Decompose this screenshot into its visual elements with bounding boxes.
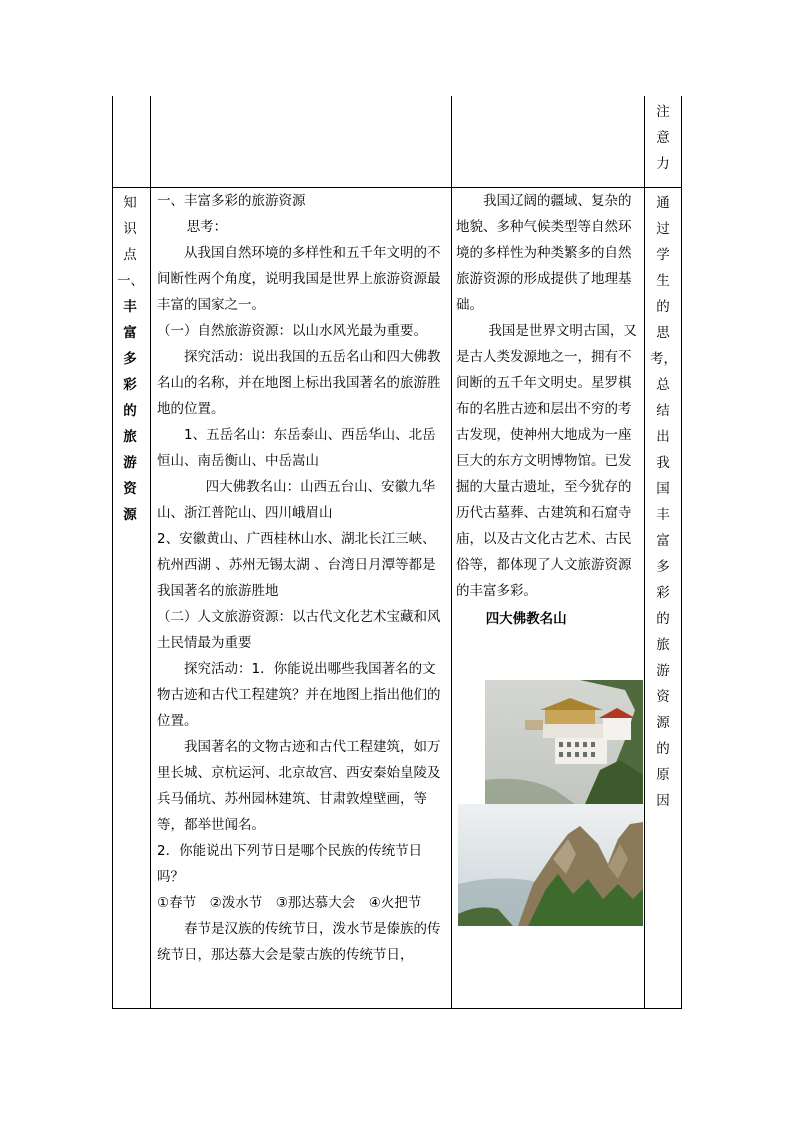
intent-char: 总: [656, 377, 670, 393]
natural-background: 我国辽阔的疆域、复杂的地貌、多种气候类型等自然环境的多样性为种类繁多的自然旅游资源的形成提供了地理基础。: [456, 193, 632, 313]
label-char-bold: 的: [123, 403, 137, 419]
think-question: 从我国自然环境的多样性和五千年文明的不间断性两个角度，说明我国是世界上旅游资源最丰富的国家之一。: [157, 245, 441, 313]
table-border-right: [681, 96, 682, 1008]
intent-char: 源: [656, 715, 670, 731]
teaching-content: [157, 188, 447, 968]
label-char: 一、: [117, 273, 144, 289]
intent-char: 丰: [656, 507, 670, 523]
top-note-char: 注: [656, 104, 670, 120]
intent-char: 生: [656, 273, 670, 289]
intent-char: 游: [656, 663, 670, 679]
activity-1: 探究活动：说出我国的五岳名山和四大佛教名山的名称，并在地图上标出我国著名的旅游胜地的位置。: [157, 349, 441, 417]
table-divider-3: [644, 96, 645, 1008]
section-heading: 一、丰富多彩的旅游资源: [157, 193, 306, 209]
label-char-bold: 多: [123, 351, 137, 367]
intent-char: 彩: [656, 585, 670, 601]
intent-char: 考，: [650, 351, 677, 367]
top-note-char: 力: [656, 156, 670, 172]
knowledge-point-label: [117, 190, 143, 528]
natural-resources-heading: （一）自然旅游资源：以山水风光最为重要。: [157, 323, 427, 339]
label-char-bold: 旅: [123, 429, 137, 445]
tourist-sites: 2、安徽黄山、广西桂林山水、湖北长江三峡、杭州西湖 、苏州无锡太湖 、台湾日月潭等都是我国著名的旅游胜地: [157, 531, 436, 599]
intent-char: 出: [656, 429, 670, 445]
label-char: 识: [123, 221, 137, 237]
intent-char: 的: [656, 299, 670, 315]
cultural-resources-heading: （二）人文旅游资源：以古代文化艺术宝藏和风土民情最为重要: [157, 609, 441, 651]
temple-mist-photo: [485, 680, 643, 804]
festival-question: 2．你能说出下列节日是哪个民族的传统节日吗？: [157, 843, 423, 885]
table-divider-1: [150, 96, 151, 1008]
intent-char: 通: [656, 195, 670, 211]
label-char-bold: 源: [123, 507, 137, 523]
think-label: 思考：: [186, 219, 228, 235]
intent-char: 我: [656, 455, 670, 471]
festival-options: ①春节 ②泼水节 ③那达慕大会 ④火把节: [157, 895, 422, 911]
table-border-left: [112, 96, 113, 1008]
label-char-bold: 游: [123, 455, 137, 471]
intent-char: 旅: [656, 637, 670, 653]
label-char-bold: 彩: [123, 377, 137, 393]
background-material: [456, 188, 641, 632]
table-border-bottom: [112, 1008, 682, 1009]
intent-char: 原: [656, 767, 670, 783]
label-char: 知: [123, 195, 137, 211]
buddhist-mountains: 四大佛教名山：山西五台山、安徽九华山、浙江普陀山、四川峨眉山: [157, 479, 436, 521]
intent-char: 因: [656, 793, 670, 809]
activity-2: 探究活动：1．你能说出哪些我国著名的文物古迹和古代工程建筑？并在地图上指出他们的位置。: [157, 661, 441, 729]
intent-char: 资: [656, 689, 670, 705]
intent-char: 富: [656, 533, 670, 549]
intent-char: 国: [656, 481, 670, 497]
intent-char: 的: [656, 611, 670, 627]
heritage-list: 我国著名的文物古迹和古代工程建筑，如万里长城、京杭运河、北京故宫、西安秦始皇陵及兵马俑坑、苏州园林建筑、甘肃敦煌壁画，等等，都举世闻名。: [157, 739, 441, 833]
cultural-background: 我国是世界文明古国，又是古人类发源地之一，拥有不间断的五千年文明史。星罗棋布的名胜古迹和层出不穷的考古发现，使神州大地成为一座巨大的东方文明博物馆。已发掘的大量古遗址，至今犹存的历代古墓葬、古建筑和石窟寺庙，以及古文化古艺术、古民俗等，都体现了人文旅游资源的丰富多彩。: [456, 323, 637, 599]
label-char-bold: 富: [123, 325, 137, 341]
table-divider-2: [451, 96, 452, 1008]
label-char: 点: [123, 247, 137, 263]
five-mountains: 1、五岳名山：东岳泰山、西岳华山、北岳恒山、南岳衡山、中岳嵩山: [157, 427, 436, 469]
mountain-peak-photo: [458, 804, 643, 926]
top-note-column: [650, 99, 676, 177]
intent-char: 学: [656, 247, 670, 263]
intent-char: 过: [656, 221, 670, 237]
intent-char: 结: [656, 403, 670, 419]
design-intent-column: [650, 190, 676, 814]
intent-char: 的: [656, 741, 670, 757]
photo-caption: 四大佛教名山: [485, 611, 567, 627]
label-char-bold: 资: [123, 481, 137, 497]
top-note-char: 意: [656, 130, 670, 146]
intent-char: 思: [656, 325, 670, 341]
intent-char: 多: [656, 559, 670, 575]
festival-answer: 春节是汉族的传统节日，泼水节是傣族的传统节日，那达慕大会是蒙古族的传统节日，: [157, 921, 441, 963]
label-char-bold: 丰: [123, 299, 137, 315]
